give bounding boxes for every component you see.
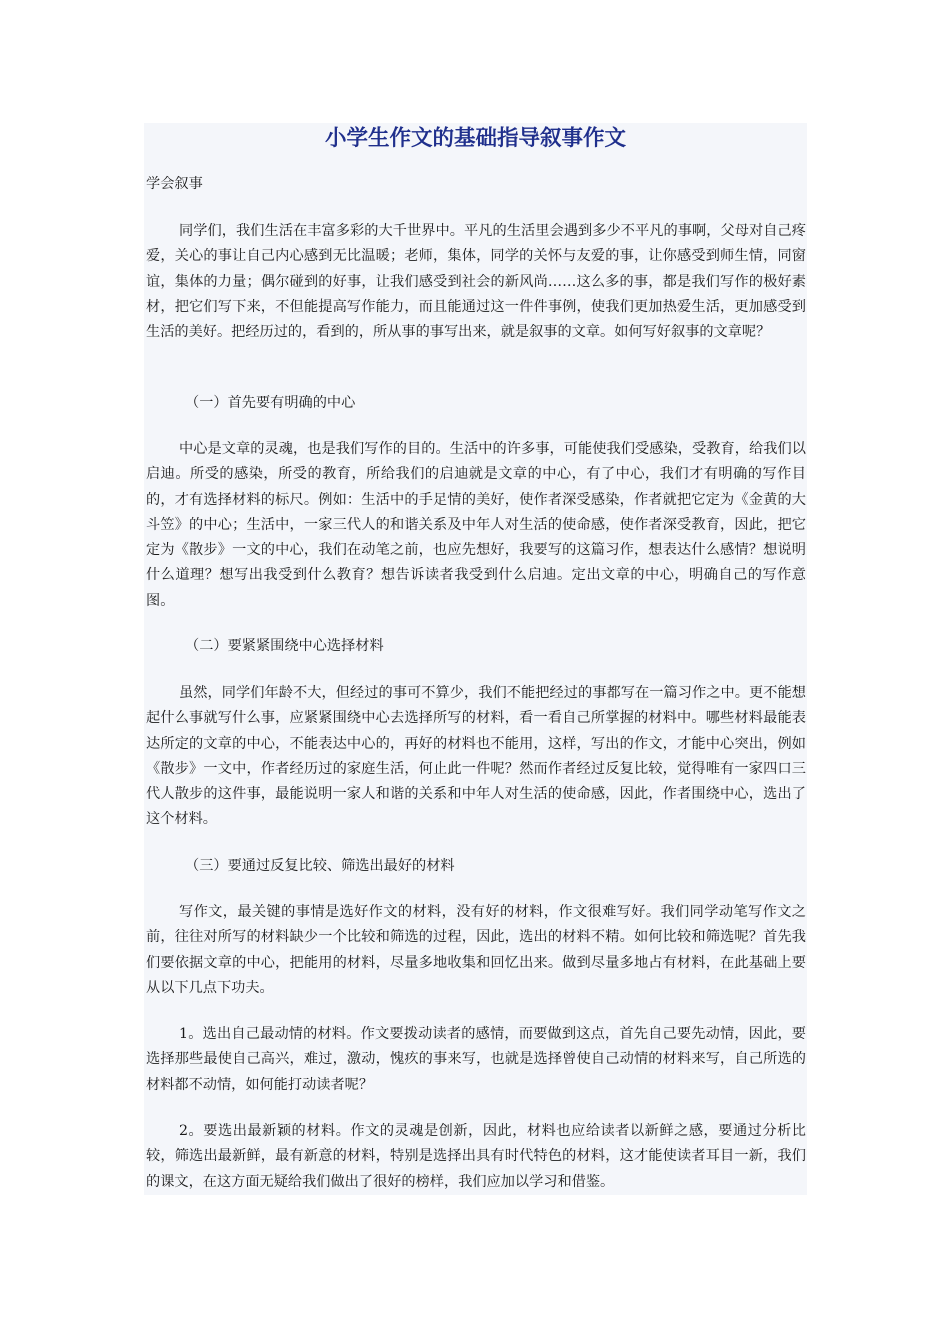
section-heading-3: （三）要通过反复比较、筛选出最好的材料 <box>185 858 455 874</box>
paragraph-section-2: 虽然，同学们年龄不大，但经过的事可不算少，我们不能把经过的事都写在一篇习作之中。更不能想起什么事就写什么事，应紧紧围绕中心去选择所写的材料，看一看自己所掌握的材料中。哪些材料最能表达所定的文章的中心，不能表达中心的，再好的材料也不能用，这样，写出的作文，才能中心突出，例如《散步》一文中，作者经历过的家庭生活，何止此一件呢？然而作者经过反复比较，觉得唯有一家四口三代人散步的这件事，最能说明一家人和谐的关系和中年人对生活的使命感，因此，作者围绕中心，选出了这个材料。 <box>146 685 806 828</box>
paragraph-intro: 同学们，我们生活在丰富多彩的大千世界中。平凡的生活里会遇到多少不平凡的事啊，父母对自己疼爱，关心的事让自己内心感到无比温暖；老师，集体，同学的关怀与友爱的事，让你感受到师生情，同窗谊，集体的力量；偶尔碰到的好事，让我们感受到社会的新风尚……这么多的事，都是我们写作的极好素材，把它们写下来，不但能提高写作能力，而且能通过这一件件事例，使我们更加热爱生活，更加感受到生活的美好。把经历过的，看到的，所从事的事写出来，就是叙事的文章。如何写好叙事的文章呢？ <box>146 223 806 341</box>
list-item-2: 2。要选出最新颖的材料。作文的灵魂是创新，因此，材料也应给读者以新鲜之感，要通过分析比较，筛选出最新鲜，最有新意的材料，特别是选择出具有时代特色的材料，这才能使读者耳目一新，我们的课文，在这方面无疑给我们做出了很好的榜样，我们应加以学习和借鉴。 <box>146 1123 806 1190</box>
paragraph-section-3: 写作文，最关键的事情是选好作文的材料，没有好的材料，作文很难写好。我们同学动笔写作文之前，往往对所写的材料缺少一个比较和筛选的过程，因此，选出的材料不精。如何比较和筛选呢？首先我们要依据文章的中心，把能用的材料，尽量多地收集和回忆出来。做到尽量多地占有材料，在此基础上要从以下几点下功夫。 <box>146 904 806 996</box>
section-heading-2: （二）要紧紧围绕中心选择材料 <box>185 638 384 654</box>
section-heading-1: （一）首先要有明确的中心 <box>185 395 356 411</box>
intro-label: 学会叙事 <box>146 176 203 192</box>
paragraph-section-1: 中心是文章的灵魂，也是我们写作的目的。生活中的许多事，可能使我们受感染，受教育，给我们以启迪。所受的感染，所受的教育，所给我们的启迪就是文章的中心，有了中心，我们才有明确的写作目的，才有选择材料的标尺。例如：生活中的手足情的美好，使作者深受感染，作者就把它定为《金黄的大斗笠》的中心；生活中，一家三代人的和谐关系及中年人对生活的使命感，使作者深受教育，因此，把它定为《散步》一文的中心，我们在动笔之前，也应先想好，我要写的这篇习作，想表达什么感情？想说明什么道理？想写出我受到什么教育？想告诉读者我受到什么启迪。定出文章的中心，明确自己的写作意图。 <box>146 441 806 609</box>
article-title: 小学生作文的基础指导叙事作文 <box>324 126 626 151</box>
list-item-1: 1。选出自己最动情的材料。作文要拨动读者的感情，而要做到这点，首先自己要先动情，因此，要选择那些最使自己高兴，难过，激动，愧疚的事来写，也就是选择曾使自己动情的材料来写，自己所选的材料都不动情，如何能打动读者呢？ <box>146 1026 806 1093</box>
